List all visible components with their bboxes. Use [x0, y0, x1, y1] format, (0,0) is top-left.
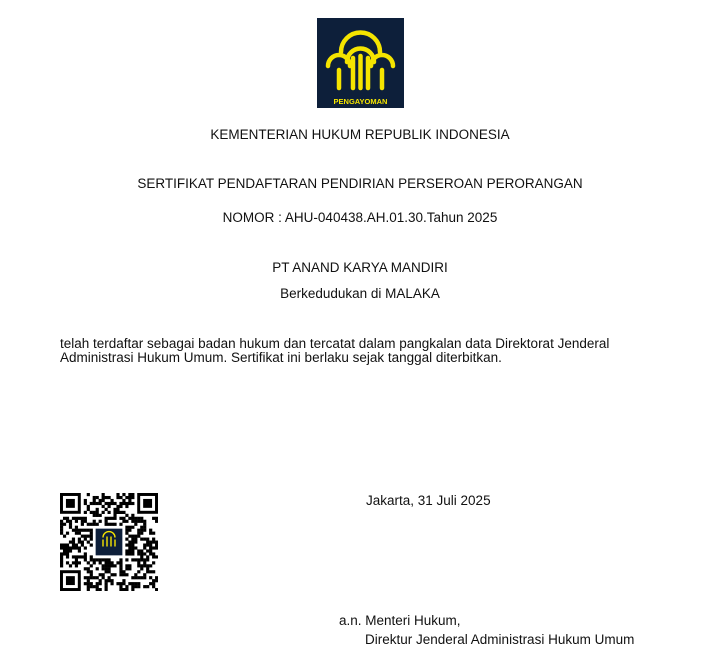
company-domicile: Berkedudukan di MALAKA [280, 286, 440, 301]
pengayoman-logo [317, 18, 404, 108]
qr-code-icon [60, 493, 158, 591]
pengayoman-tree-icon [317, 18, 404, 108]
certificate-title: SERTIFIKAT PENDAFTARAN PENDIRIAN PERSEROAN PERORANGAN [137, 176, 583, 191]
ministry-name: KEMENTERIAN HUKUM REPUBLIK INDONESIA [210, 127, 510, 142]
logo-caption: PENGAYOMAN [333, 97, 388, 106]
place-date: Jakarta, 31 Juli 2025 [366, 493, 491, 508]
certificate-number: NOMOR : AHU-040438.AH.01.30.Tahun 2025 [222, 210, 498, 225]
signer-prefix: a.n. Menteri Hukum, [339, 613, 461, 628]
qr-code [60, 493, 158, 591]
company-name: PT ANAND KARYA MANDIRI [272, 260, 448, 275]
registration-statement: telah terdaftar sebagai badan hukum dan tercatat dalam pangkalan data Direktorat Jenderal Administrasi Hukum Umum. Sertifikat ini berlaku sejak tanggal diterbitkan. [60, 336, 610, 365]
signer-title: Direktur Jenderal Administrasi Hukum Umum [365, 632, 635, 647]
